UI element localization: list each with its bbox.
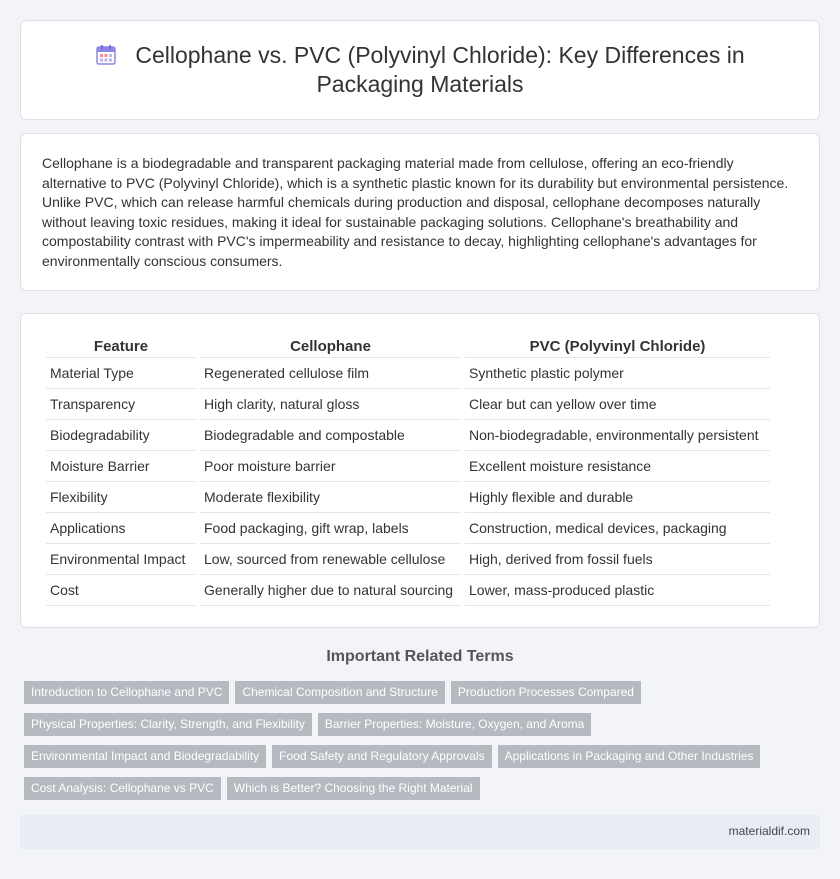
table-cell: Environmental Impact <box>46 544 196 575</box>
table-row <box>46 482 770 513</box>
table-cell: Biodegradability <box>46 420 196 451</box>
title-card <box>20 20 820 120</box>
related-tags-row <box>24 713 591 736</box>
related-tags-row <box>24 777 480 800</box>
page-title <box>95 41 744 99</box>
comparison-table <box>42 334 774 606</box>
table-cell: High, derived from fossil fuels <box>465 544 770 575</box>
related-term-tag[interactable]: Chemical Composition and Structure <box>235 681 444 704</box>
table-row <box>46 575 770 606</box>
table-row <box>46 389 770 420</box>
comparison-card <box>20 313 820 628</box>
calendar-icon <box>95 44 117 66</box>
table-cell: Applications <box>46 513 196 544</box>
table-cell: Highly flexible and durable <box>465 482 770 513</box>
related-term-tag[interactable]: Physical Properties: Clarity, Strength, and Flexibility <box>24 713 312 736</box>
table-row <box>46 451 770 482</box>
table-row <box>46 358 770 389</box>
table-cell: Transparency <box>46 389 196 420</box>
related-term-tag[interactable]: Barrier Properties: Moisture, Oxygen, and Aroma <box>318 713 591 736</box>
related-term-tag[interactable]: Introduction to Cellophane and PVC <box>24 681 229 704</box>
table-row <box>46 513 770 544</box>
table-cell: Low, sourced from renewable cellulose <box>200 544 461 575</box>
table-cell: Generally higher due to natural sourcing <box>200 575 461 606</box>
table-cell: Excellent moisture resistance <box>465 451 770 482</box>
related-tags-row <box>24 681 641 704</box>
column-header-pvc: PVC (Polyvinyl Chloride) <box>465 334 770 358</box>
table-cell: Non-biodegradable, environmentally persistent <box>465 420 770 451</box>
intro-paragraph: Cellophane is a biodegradable and transparent packaging material made from cellulose, offering an eco-friendly alternative to PVC (Polyvinyl Chloride), which is a synthetic plastic known for its durability but environmental persistence. Unlike PVC, which can release harmful chemicals during production and disposal, cellophane decomposes naturally without leaving toxic residues, making it ideal for sustainable packaging solutions. Cellophane's breathability and compostability contrast with PVC's impermeability and resistance to decay, highlighting cellophane's advantages for environmentally conscious consumers. <box>42 155 789 269</box>
table-cell: Material Type <box>46 358 196 389</box>
column-header-cellophane: Cellophane <box>200 334 461 358</box>
table-cell: Poor moisture barrier <box>200 451 461 482</box>
related-term-tag[interactable]: Environmental Impact and Biodegradability <box>24 745 266 768</box>
intro-card <box>20 133 820 291</box>
related-terms-heading: Important Related Terms <box>326 648 514 665</box>
related-term-tag[interactable]: Applications in Packaging and Other Industries <box>498 745 761 768</box>
related-term-tag[interactable]: Food Safety and Regulatory Approvals <box>272 745 491 768</box>
table-row <box>46 544 770 575</box>
table-cell: Biodegradable and compostable <box>200 420 461 451</box>
table-cell: Lower, mass-produced plastic <box>465 575 770 606</box>
table-cell: Moderate flexibility <box>200 482 461 513</box>
related-term-tag[interactable]: Cost Analysis: Cellophane vs PVC <box>24 777 221 800</box>
footer-site-link[interactable]: materialdif.com <box>728 824 810 838</box>
table-cell: Clear but can yellow over time <box>465 389 770 420</box>
table-cell: Moisture Barrier <box>46 451 196 482</box>
related-tags-row <box>24 745 760 768</box>
table-cell: Flexibility <box>46 482 196 513</box>
related-term-tag[interactable]: Which is Better? Choosing the Right Material <box>227 777 480 800</box>
title-line-2: Packaging Materials <box>316 71 524 97</box>
title-line-1: Cellophane vs. PVC (Polyvinyl Chloride): Key Differences in <box>135 42 745 68</box>
table-header-row <box>46 334 770 358</box>
table-cell: Construction, medical devices, packaging <box>465 513 770 544</box>
table-cell: Regenerated cellulose film <box>200 358 461 389</box>
column-header-feature: Feature <box>46 334 196 358</box>
table-cell: Cost <box>46 575 196 606</box>
related-term-tag[interactable]: Production Processes Compared <box>451 681 641 704</box>
table-row <box>46 420 770 451</box>
footer <box>20 815 820 849</box>
table-cell: Food packaging, gift wrap, labels <box>200 513 461 544</box>
table-cell: Synthetic plastic polymer <box>465 358 770 389</box>
table-cell: High clarity, natural gloss <box>200 389 461 420</box>
